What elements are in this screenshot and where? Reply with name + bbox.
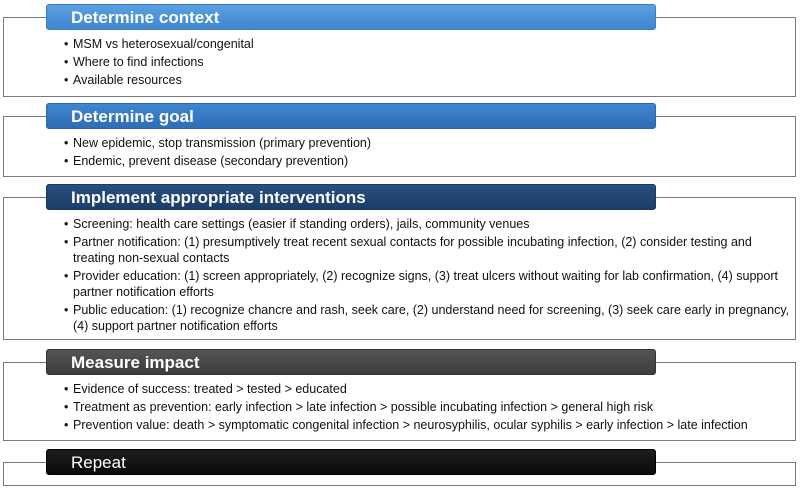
context-title: Determine context bbox=[71, 8, 220, 27]
repeat-title: Repeat bbox=[71, 453, 126, 472]
list-item: • Endemic, prevent disease (secondary prevention) bbox=[64, 153, 794, 169]
list-item: • Treatment as prevention: early infection > late infection > possible incubating infection > general high risk bbox=[64, 399, 794, 415]
goal-header bbox=[46, 103, 656, 129]
impact-header bbox=[46, 349, 656, 375]
list-item: • Public education: (1) recognize chancre and rash, seek care, (2) understand need for screening, (3) seek care early in pregnancy, (4) support partner notification efforts bbox=[64, 302, 794, 334]
context-bullets bbox=[64, 36, 794, 90]
goal-bullets bbox=[64, 135, 794, 171]
list-item: • Partner notification: (1) presumptively treat recent sexual contacts for possible incubating infection, (2) consider testing and treating non-sexual contacts bbox=[64, 234, 794, 266]
list-item: • Screening: health care settings (easier if standing orders), jails, community venues bbox=[64, 216, 794, 232]
interventions-bullets bbox=[64, 216, 794, 336]
context-header bbox=[46, 4, 656, 30]
impact-bullets bbox=[64, 381, 794, 435]
list-item: • MSM vs heterosexual/congenital bbox=[64, 36, 794, 52]
list-item: • New epidemic, stop transmission (primary prevention) bbox=[64, 135, 794, 151]
interventions-title: Implement appropriate interventions bbox=[71, 188, 366, 207]
list-item: • Evidence of success: treated > tested > educated bbox=[64, 381, 794, 397]
list-item: • Prevention value: death > symptomatic congenital infection > neurosyphilis, ocular syphilis > early infection > late infection bbox=[64, 417, 794, 433]
list-item: • Where to find infections bbox=[64, 54, 794, 70]
interventions-header bbox=[46, 184, 656, 210]
impact-title: Measure impact bbox=[71, 353, 200, 372]
repeat-header bbox=[46, 449, 656, 475]
goal-title: Determine goal bbox=[71, 107, 194, 126]
list-item: • Provider education: (1) screen appropriately, (2) recognize signs, (3) treat ulcers without waiting for lab confirmation, (4) support partner notification efforts bbox=[64, 268, 794, 300]
list-item: • Available resources bbox=[64, 72, 794, 88]
